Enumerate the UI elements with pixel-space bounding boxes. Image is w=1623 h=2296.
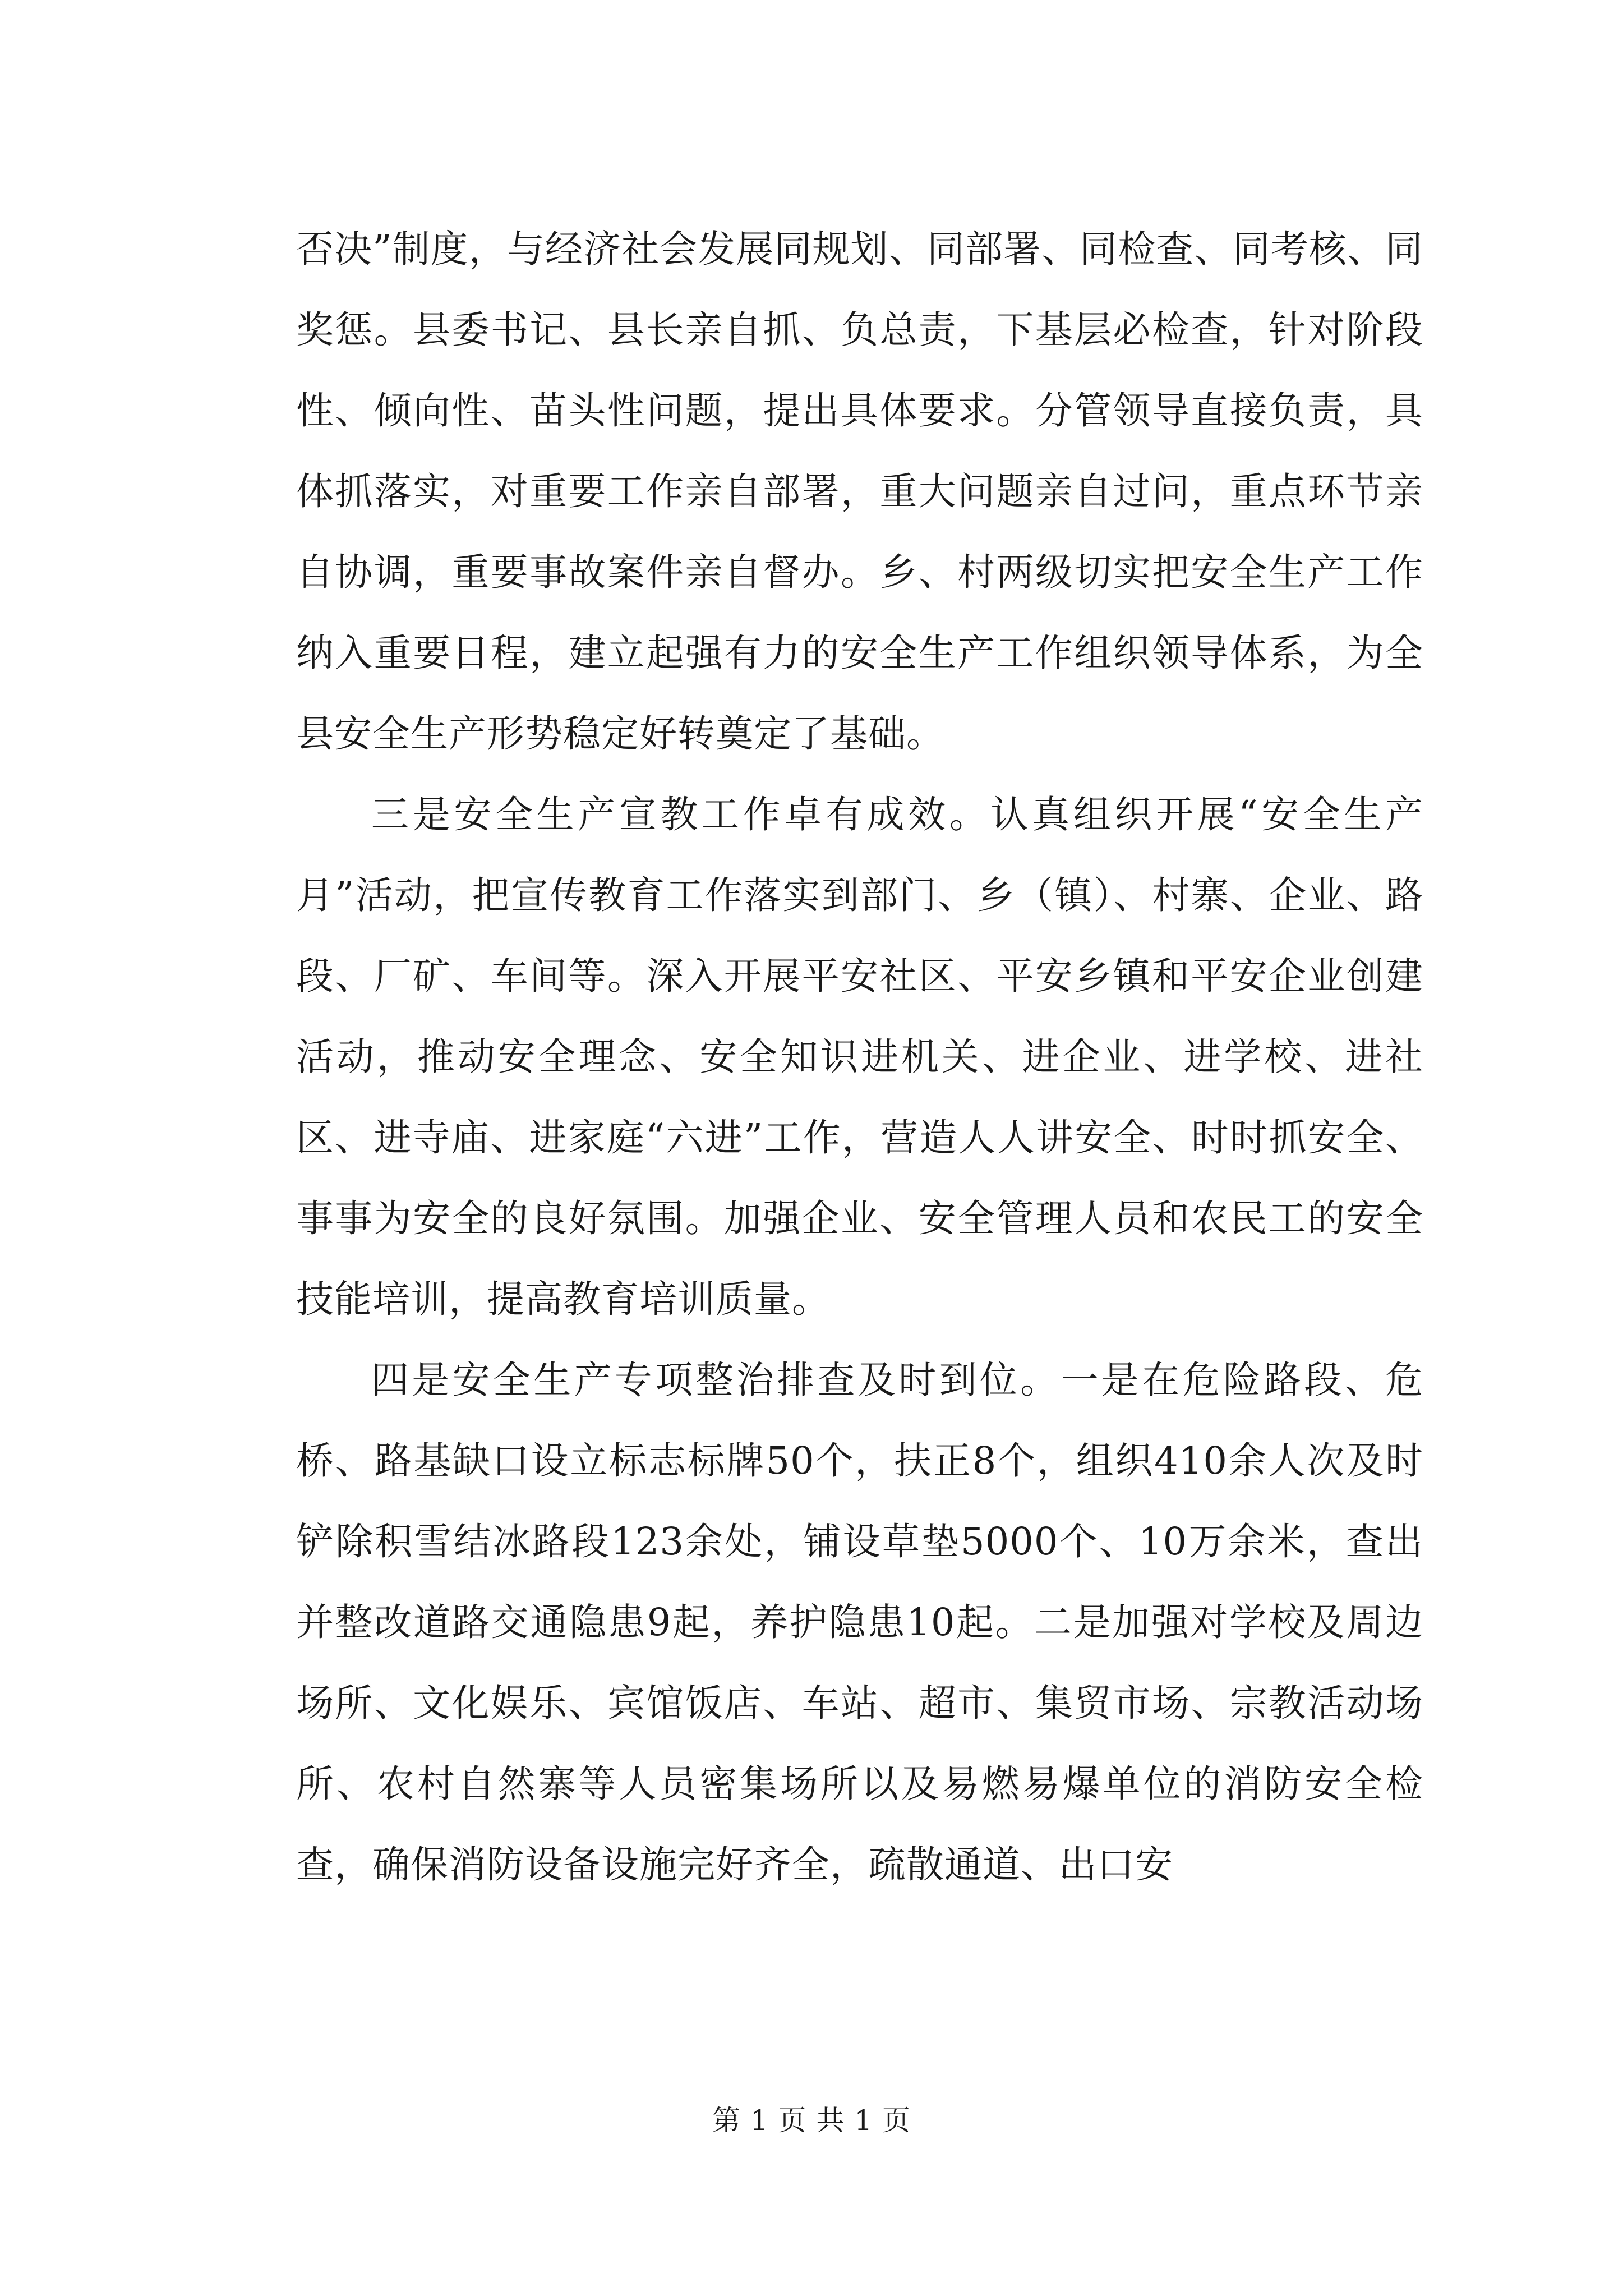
document-body	[296, 209, 1423, 1905]
paragraph-3: 四是安全生产专项整治排查及时到位。一是在危险路段、危桥、路基缺口设立标志标牌50个，扶正8个，组织410余人次及时铲除积雪结冰路段123余处，铺设草垫5000个、10万余米，查出并整改道路交通隐患9起，养护隐患10起。二是加强对学校及周边场所、文化娱乐、宾馆饭店、车站、超市、集贸市场、宗教活动场所、农村自然寨等人员密集场所以及易燃易爆单位的消防安全检查，确保消防设备设施完好齐全，疏散通道、出口安	[296, 1358, 1423, 1887]
page-footer: 第 1 页 共 1 页	[712, 2104, 911, 2137]
paragraph-2: 三是安全生产宣教工作卓有成效。认真组织开展“安全生产月”活动，把宣传教育工作落实到部门、乡（镇）、村寨、企业、路段、厂矿、车间等。深入开展平安社区、平安乡镇和平安企业创建活动，推动安全理念、安全知识进机关、进企业、进学校、进社区、进寺庙、进家庭“六进”工作，营造人人讲安全、时时抓安全、事事为安全的良好氛围。加强企业、安全管理人员和农民工的安全技能培训，提高教育培训质量。	[296, 793, 1423, 1321]
paragraph-1: 否决”制度，与经济社会发展同规划、同部署、同检查、同考核、同奖惩。县委书记、县长亲自抓、负总责，下基层必检查，针对阶段性、倾向性、苗头性问题，提出具体要求。分管领导直接负责，具体抓落实，对重要工作亲自部署，重大问题亲自过问，重点环节亲自协调，重要事故案件亲自督办。乡、村两级切实把安全生产工作纳入重要日程，建立起强有力的安全生产工作组织领导体系，为全县安全生产形势稳定好转奠定了基础。	[296, 227, 1423, 756]
